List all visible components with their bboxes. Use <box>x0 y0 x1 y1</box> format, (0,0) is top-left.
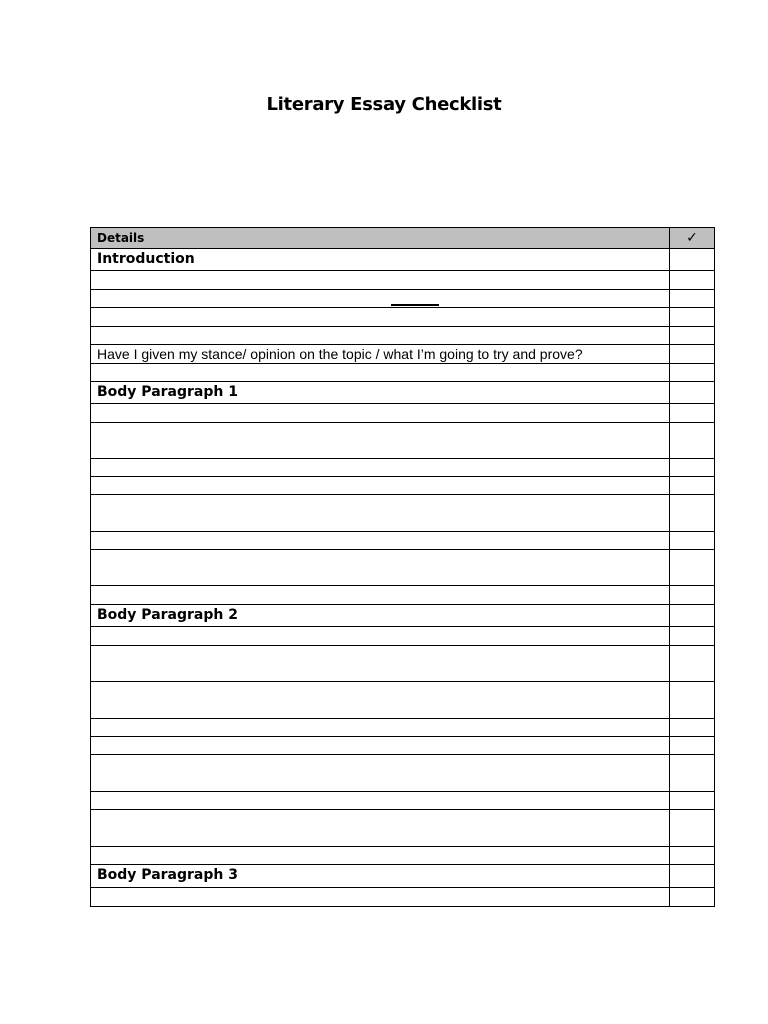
check-cell[interactable] <box>670 382 715 404</box>
table-row <box>91 459 715 477</box>
check-cell[interactable] <box>670 290 715 308</box>
detail-cell <box>91 755 670 792</box>
table-row <box>91 308 715 327</box>
table-row <box>91 792 715 810</box>
table-row <box>91 271 715 290</box>
check-cell[interactable] <box>670 719 715 737</box>
detail-cell <box>91 423 670 459</box>
check-cell[interactable] <box>670 459 715 477</box>
table-row <box>91 423 715 459</box>
table-row <box>91 682 715 719</box>
check-cell[interactable] <box>670 737 715 755</box>
table-row <box>91 249 715 271</box>
details-column-header: Details <box>91 228 670 249</box>
section-heading-introduction: Introduction <box>91 249 670 271</box>
check-cell[interactable] <box>670 888 715 907</box>
detail-cell <box>91 290 670 308</box>
detail-cell <box>91 271 670 290</box>
detail-cell <box>91 792 670 810</box>
table-row <box>91 737 715 755</box>
table-row <box>91 646 715 682</box>
check-cell[interactable] <box>670 532 715 550</box>
detail-cell <box>91 550 670 586</box>
check-cell[interactable] <box>670 755 715 792</box>
check-cell[interactable] <box>670 865 715 888</box>
check-cell[interactable] <box>670 249 715 271</box>
check-column-header: ✓ <box>670 228 715 249</box>
detail-cell <box>91 404 670 423</box>
check-cell[interactable] <box>670 423 715 459</box>
table-row <box>91 865 715 888</box>
table-row <box>91 755 715 792</box>
table-row <box>91 404 715 423</box>
table-row <box>91 719 715 737</box>
detail-cell <box>91 364 670 382</box>
detail-cell <box>91 810 670 847</box>
check-cell[interactable] <box>670 810 715 847</box>
page-title: Literary Essay Checklist <box>266 94 502 115</box>
detail-cell <box>91 495 670 532</box>
table-row <box>91 888 715 907</box>
check-cell[interactable] <box>670 586 715 605</box>
table-row <box>91 586 715 605</box>
table-row <box>91 627 715 646</box>
check-cell[interactable] <box>670 605 715 627</box>
check-cell[interactable] <box>670 627 715 646</box>
detail-cell <box>91 737 670 755</box>
check-cell[interactable] <box>670 682 715 719</box>
checklist-table <box>90 227 715 907</box>
detail-cell <box>91 586 670 605</box>
detail-cell <box>91 477 670 495</box>
check-cell[interactable] <box>670 847 715 865</box>
detail-cell <box>91 719 670 737</box>
section-heading-body-paragraph-1: Body Paragraph 1 <box>91 382 670 404</box>
section-heading-body-paragraph-2: Body Paragraph 2 <box>91 605 670 627</box>
detail-cell <box>91 327 670 345</box>
detail-cell <box>91 682 670 719</box>
table-header-row <box>91 228 715 249</box>
table-row <box>91 345 715 364</box>
table-row <box>91 847 715 865</box>
check-cell[interactable] <box>670 345 715 364</box>
check-cell[interactable] <box>670 477 715 495</box>
table-row <box>91 550 715 586</box>
table-row <box>91 605 715 627</box>
table-row <box>91 364 715 382</box>
check-cell[interactable] <box>670 550 715 586</box>
table-row <box>91 477 715 495</box>
table-row <box>91 532 715 550</box>
check-cell[interactable] <box>670 271 715 290</box>
check-cell[interactable] <box>670 792 715 810</box>
detail-cell <box>91 847 670 865</box>
check-cell[interactable] <box>670 308 715 327</box>
detail-cell <box>91 627 670 646</box>
table-row <box>91 327 715 345</box>
check-cell[interactable] <box>670 404 715 423</box>
table-row <box>91 382 715 404</box>
table-row <box>91 810 715 847</box>
detail-cell <box>91 532 670 550</box>
detail-cell <box>91 459 670 477</box>
section-heading-body-paragraph-3: Body Paragraph 3 <box>91 865 670 888</box>
table-row <box>91 495 715 532</box>
stance-question-text: Have I given my stance/ opinion on the topic / what I’m going to try and prove? <box>91 345 670 364</box>
check-cell[interactable] <box>670 327 715 345</box>
check-cell[interactable] <box>670 646 715 682</box>
detail-cell <box>91 308 670 327</box>
detail-cell <box>91 888 670 907</box>
underline-mark <box>391 304 439 306</box>
detail-cell <box>91 646 670 682</box>
check-cell[interactable] <box>670 495 715 532</box>
check-cell[interactable] <box>670 364 715 382</box>
